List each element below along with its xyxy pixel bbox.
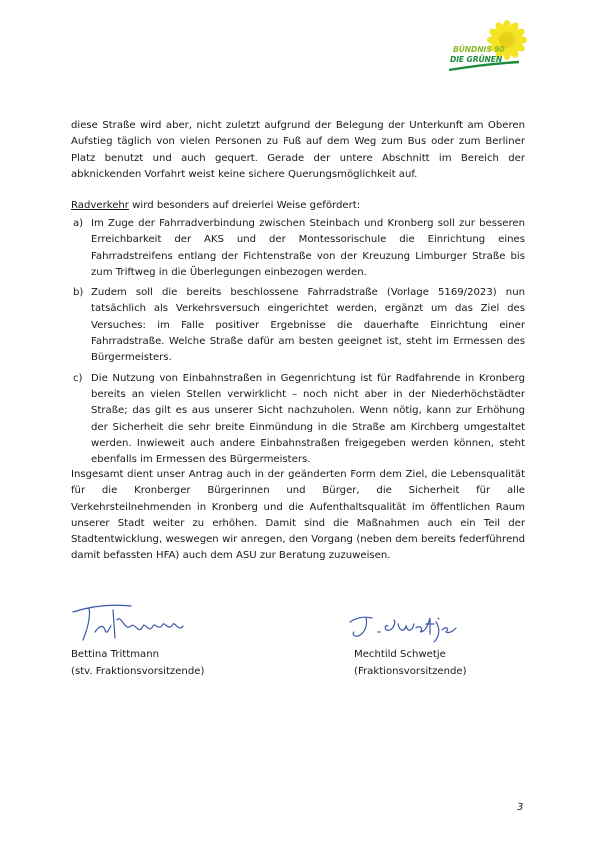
logo-text-line1: BÜNDNIS 90 xyxy=(453,45,505,54)
list-item-text: Zudem soll die bereits beschlossene Fahrradstraße (Vorlage 5169/2023) nun tatsächlich als Verkehrsversuch eingerichtet werden, ergänzt um das Ziel des Versuches: im Falle positiver Ergebnisse die dauerhafte Einrichtung einer Fahrradstraße. Welche Straße dafür am besten geeignet ist, steht im Ermessen des Bürgermeisters. xyxy=(91,287,525,364)
list-item-marker: b) xyxy=(73,287,84,299)
party-logo xyxy=(447,18,527,76)
signatory-name: Mechtild Schwetje xyxy=(354,649,446,660)
handwritten-signature xyxy=(71,602,186,644)
radverkehr-list xyxy=(71,216,525,468)
signatory-name: Bettina Trittmann xyxy=(71,649,160,660)
closing-paragraph: Insgesamt dient unser Antrag auch in der geänderten Form dem Ziel, die Lebensqualität für die Kronberger Bürgerinnen und Bürger, die Sicherheit für alle Verkehrsteilnehmenden in Kronberg und die Aufenthaltsqualität im öffentlichen Raum unserer Stadt weiter zu erhöhen. Damit sind die Maßnahmen auch ein Teil der Stadtentwicklung, weswegen wir anregen, den Vorgang (neben dem bereits federführend damit befassten HFA) auch dem ASU zur Beratung zuzuweisen. xyxy=(71,469,525,562)
list-item-marker: a) xyxy=(73,218,84,229)
signatory-role: (stv. Fraktionsvorsitzende) xyxy=(71,666,205,677)
list-item-text: Im Zuge der Fahrradverbindung zwischen Steinbach und Kronberg soll zur besseren Erreichbarkeit der AKS und der Montessorischule die Einrichtung eines Fahrradstreifens entlang der Fichtenstraße von der Kreuzung Limburger Straße bis zum Triftweg in die Überlegungen einbezogen werden. xyxy=(91,218,525,278)
list-item-marker: c) xyxy=(73,372,83,384)
list-item xyxy=(71,285,525,366)
signature-block-schwetje xyxy=(354,602,554,682)
handwritten-signature xyxy=(346,602,461,644)
intro-paragraph: diese Straße wird aber, nicht zuletzt aufgrund der Belegung der Unterkunft am Oberen Aufstieg täglich von vielen Personen zu Fuß auf dem Weg zum Bus oder zum Berliner Platz benutzt und auch gequert. Gerade der untere Abschnitt im Bereich der abknickenden Vorfahrt weist keine sichere Querungsmöglichkeit auf. xyxy=(71,120,525,180)
radverkehr-heading-keyword: Radverkehr xyxy=(71,200,129,211)
signatory-role: (Fraktionsvorsitzende) xyxy=(354,666,467,677)
list-item xyxy=(71,371,525,469)
logo-text-line2: DIE GRÜNEN xyxy=(450,55,503,64)
signature-block-trittmann xyxy=(71,602,271,682)
list-item-text: Die Nutzung von Einbahnstraßen in Gegenrichtung ist für Radfahrende in Kronberg bereits an vielen Stellen verwirklicht – noch nicht aber in der Niederhöchstädter Straße; das gilt es aus unserer Sicht nachzuholen. Wenn nötig, kann zur Erhöhung der Sicherheit die sehr breite Einmündung in die Straße am Kirchberg umgestaltet werden. Inwieweit auch andere Einbahnstraßen freigegeben werden können, steht ebenfalls im Ermessen des Bürgermeisters. xyxy=(91,372,525,466)
page-number: 3 xyxy=(517,802,524,813)
radverkehr-heading-rest: wird besonders auf dreierlei Weise gefördert: xyxy=(128,200,361,211)
radverkehr-heading xyxy=(71,198,525,214)
list-item xyxy=(71,216,525,281)
